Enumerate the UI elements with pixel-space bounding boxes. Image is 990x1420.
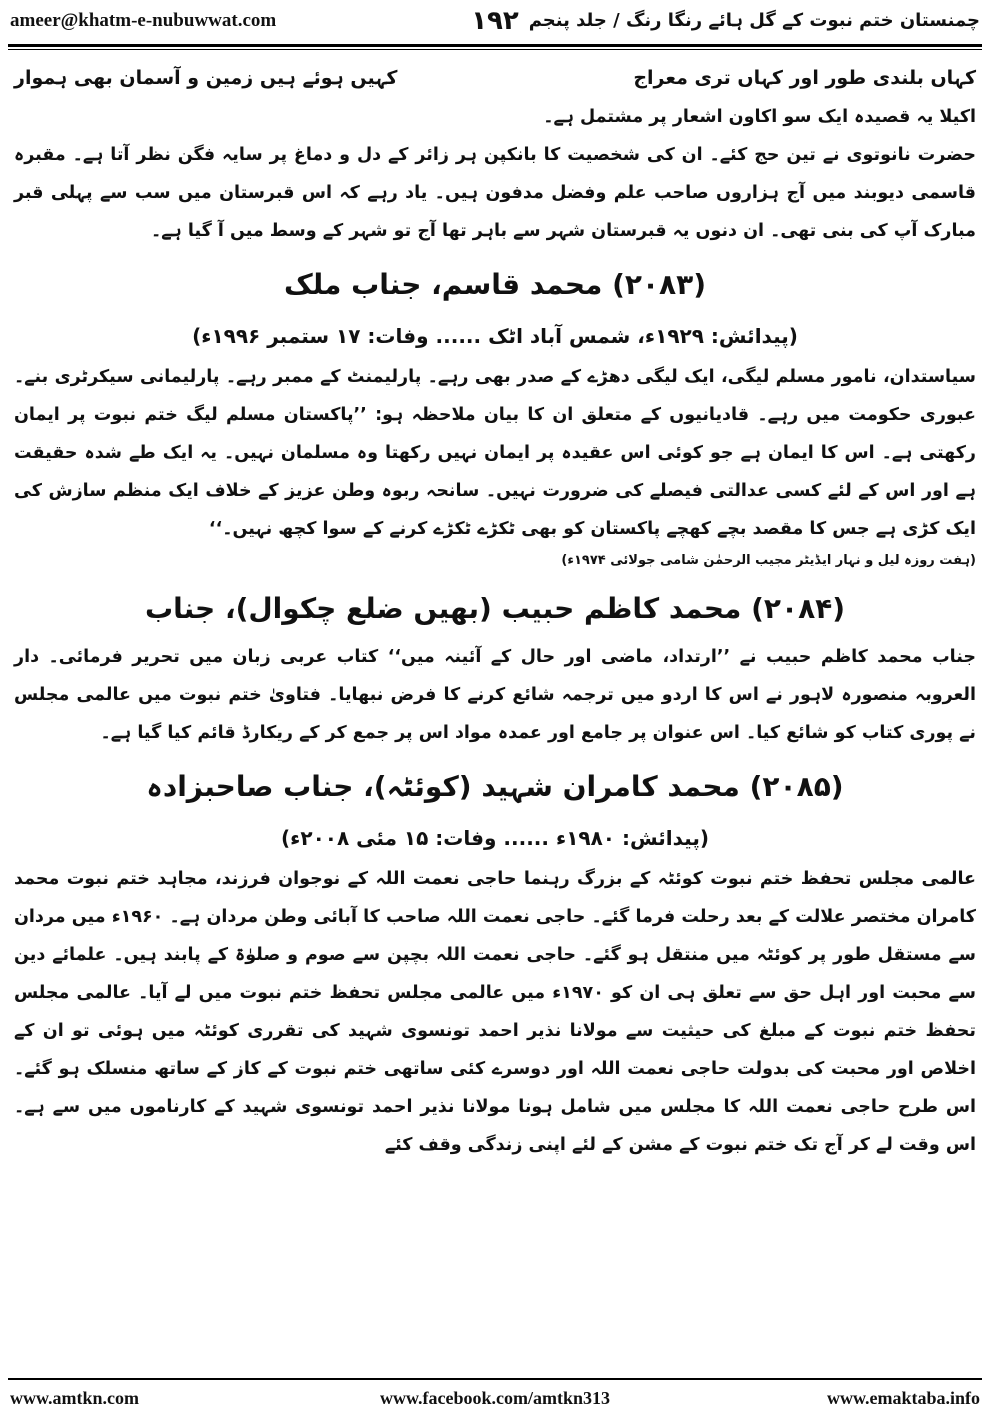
footer-link-facebook[interactable]: www.facebook.com/amtkn313 xyxy=(380,1388,610,1408)
intro-paragraph-1: اکیلا یہ قصیدہ ایک سو اکاون اشعار پر مشتمل ہے۔ xyxy=(543,107,976,127)
section-dates-2085: (پیدائش: ۱۹۸۰ء ...... وفات: ۱۵ مئی ۲۰۰۸ء) xyxy=(281,826,709,850)
section-body-2084: جناب محمد کاظم حبیب نے ’’ارتداد، ماضی اور حال کے آئینہ میں‘‘ کتاب عربی زبان میں تحریر فرمائی۔ دار العروبہ منصورہ لاہور نے اس کا اردو میں ترجمہ شائع کرنے کا فرض نبھایا۔ فتاویٰ ختم نبوت میں عالمی مجلس نے پوری کتاب کو شائع کیا۔ اس عنوان پر جامع اور عمدہ مواد اس پر جمع کر کے ریکارڈ قائم کیا گیا ہے۔ xyxy=(14,647,976,743)
header-rule xyxy=(8,44,982,47)
page-number: ۱۹۲ xyxy=(471,6,519,36)
intro-paragraph-2: حضرت نانوتوی نے تین حج کئے۔ ان کی شخصیت کا بانکپن ہر زائر کے دل و دماغ پر سایہ فگن نظر آتا ہے۔ مقبرہ قاسمی دیوبند میں آج ہزاروں صاحب علم وفضل مدفون ہیں۔ یاد رہے کہ اس قبرستان میں سب سے پہلی قبر مبارک آپ کی بنی تھی۔ ان دنوں یہ قبرستان شہر سے باہر تھا آج تو شہر کے وسط میں آ گیا ہے۔ xyxy=(14,145,976,241)
section-body-2085: عالمی مجلس تحفظ ختم نبوت کوئٹہ کے بزرگ رہنما حاجی نعمت اللہ کے نوجوان فرزند، مجاہد ختم نبوت محمد کامران مختصر علالت کے بعد رحلت فرما گئے۔ حاجی نعمت اللہ صاحب کا آبائی وطن مردان ہے۔ ۱۹۶۰ء میں مردان سے مستقل طور پر کوئٹہ میں منتقل ہو گئے۔ حاجی نعمت اللہ بچپن سے صوم و صلوٰۃ کے پابند ہیں۔ علمائے دین سے محبت اور اہل حق سے تعلق ہی ان کو ۱۹۷۰ء میں عالمی مجلس تحفظ ختم نبوت میں لے آیا۔ عالمی مجلس تحفظ ختم نبوت کے مبلغ کی حیثیت سے مولانا نذیر احمد تونسوی شہید کی تقرری کوئٹہ میں ہوئی تو ان کے اخلاص اور محبت کی بدولت حاجی نعمت اللہ اور دوسرے کئی ساتھی ختم نبوت کے کاز کے ساتھ منسلک ہو گئے۔ اس طرح حاجی نعمت اللہ کا مجلس میں شامل ہونا مولانا نذیر احمد تونسوی شہید کے کارناموں میں سے ہے۔ اس وقت لے کر آج تک ختم نبوت کے مشن کے لئے اپنی زندگی وقف کئے xyxy=(14,869,976,1155)
section-heading-2085: (۲۰۸۵) محمد کامران شہید (کوئٹہ)، جناب صاحبزادہ xyxy=(146,770,844,803)
footer-link-amtkn[interactable]: www.amtkn.com xyxy=(10,1388,139,1408)
verse-left: کہیں ہوئے ہیں زمین و آسمان بھی ہموار xyxy=(14,67,398,89)
page-footer xyxy=(10,1388,980,1416)
footer-link-emaktaba[interactable]: www.emaktaba.info xyxy=(826,1388,980,1408)
header-email: ameer@khatm-e-nubuwwat.com xyxy=(10,10,277,31)
header-rule-thin xyxy=(8,49,982,50)
section-body-2083: سیاستدان، نامور مسلم لیگی، ایک لیگی دھڑے کے صدر بھی رہے۔ پارلیمنٹ کے ممبر رہے۔ پارلیمانی سیکرٹری بنے۔ عبوری حکومت میں رہے۔ قادیانیوں کے متعلق ان کا بیان ملاحظہ ہو: ’’پاکستان مسلم لیگ ختم نبوت پر ایمان رکھتی ہے۔ اس کا ایمان ہے جو کوئی اس عقیدہ پر ایمان نہیں رکھتا وہ مسلمان نہیں۔ یہ ایک طے شدہ حقیقت ہے اور اس کے لئے کسی عدالتی فیصلے کی ضرورت نہیں۔ سانحہ ربوہ وطن عزیز کے خلاف ایک منظم سازش کی ایک کڑی ہے جس کا مقصد بچے کھچے پاکستان کو بھی ٹکڑے ٹکڑے کرنے کے سوا کچھ نہیں۔‘‘ xyxy=(14,367,976,539)
footer-rule xyxy=(8,1378,982,1380)
page-header xyxy=(10,6,980,42)
book-title: چمنستان ختم نبوت کے گل ہائے رنگا رنگ / جلد پنجم xyxy=(528,10,980,31)
verse xyxy=(14,58,976,98)
page-body xyxy=(14,58,976,1358)
section-dates-2083: (پیدائش: ۱۹۲۹ء، شمس آباد اٹک ...... وفات: ۱۷ ستمبر ۱۹۹۶ء) xyxy=(192,324,798,348)
verse-right: کہاں بلندی طور اور کہاں تری معراج xyxy=(633,67,976,89)
section-heading-2084: (۲۰۸۴) محمد کاظم حبیب (بھیں ضلع چکوال)، جناب xyxy=(144,592,846,625)
section-heading-2083: (۲۰۸۳) محمد قاسم، جناب ملک xyxy=(283,268,707,301)
section-reference-2083: (ہفت روزہ لیل و نہار ایڈیٹر مجیب الرحمٰن شامی جولائی ۱۹۷۴ء) xyxy=(561,553,976,568)
